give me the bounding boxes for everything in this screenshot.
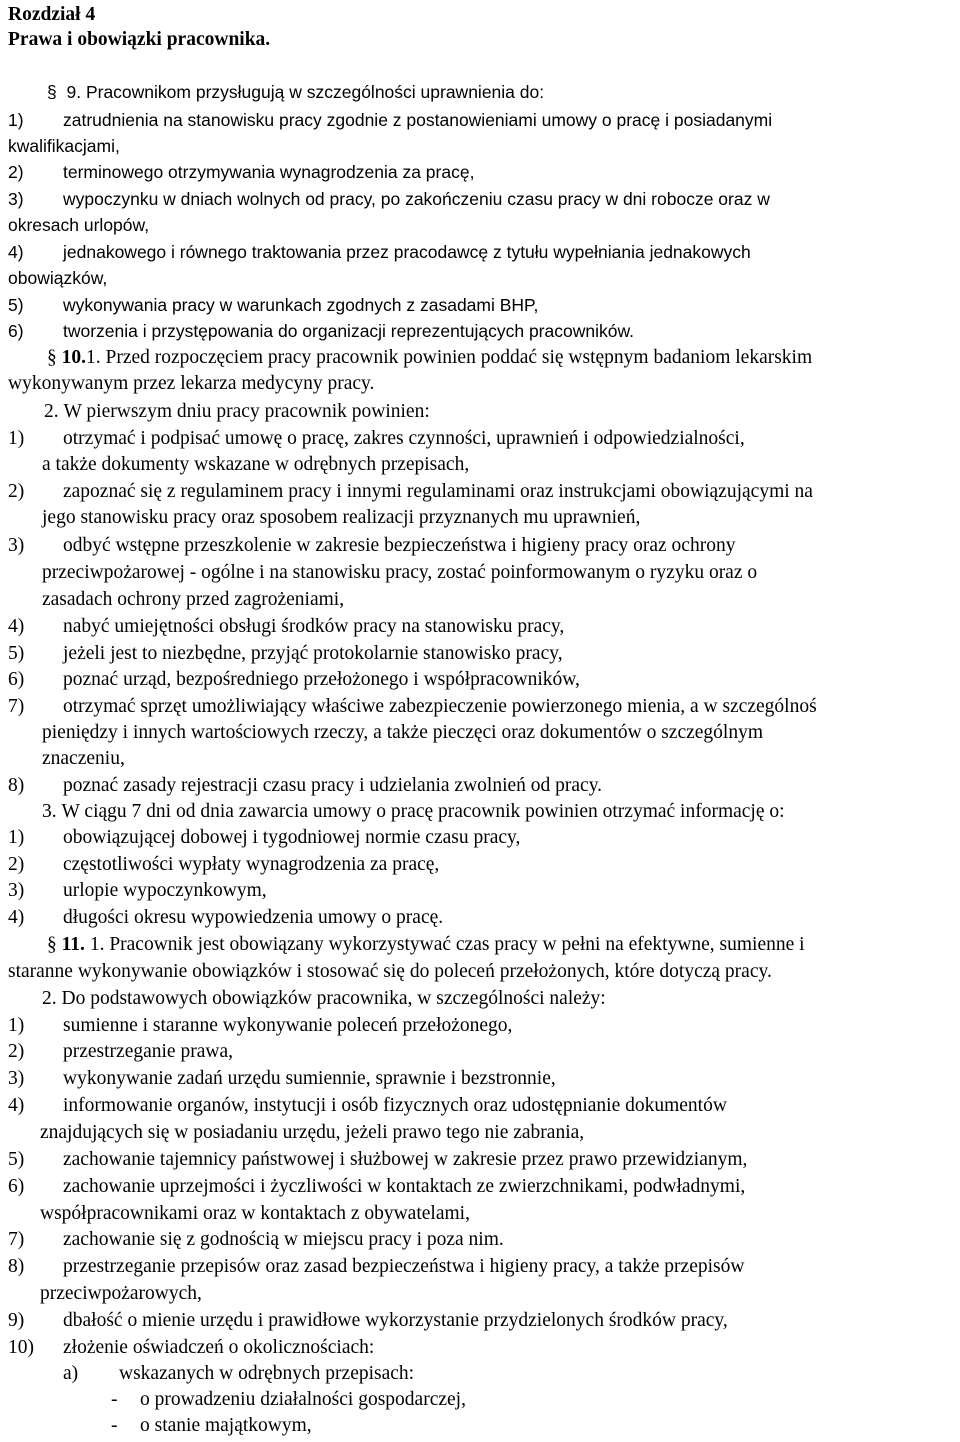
section-10-heading [47,346,812,370]
paragraph-intro [44,400,430,424]
paragraph-number: 3. [42,801,57,822]
section-sign: § [47,82,57,102]
list-number: 4) [8,907,25,928]
list-number: 2) [8,481,25,502]
list-item-text: pieniędzy i innych wartościowych rzeczy, a także pieczęci oraz dokumentów o szczególnym [42,722,764,743]
list-number: 4) [8,242,24,262]
paragraph-text: W pierwszym dniu pracy pracownik powinien: [63,401,430,422]
section-11-heading [47,933,805,957]
list-number: 4) [8,616,25,637]
list-item-text: zatrudnienia na stanowisku pracy zgodnie z postanowieniami umowy o pracę i posiadanymi [63,110,773,130]
list-number: 3) [8,1068,25,1089]
list-number: 5) [8,1149,25,1170]
list-item-text: przeciwpożarowej - ogólne i na stanowisku pracy, zostać poinformowanym o ryzyku oraz o [42,562,758,583]
list-item-text: informowanie organów, instytucji i osób fizycznych oraz udostępnianie dokumentów [63,1095,727,1116]
list-item-text: jednakowego i równego traktowania przez pracodawcę z tytułu wypełniania jednakowych [63,242,751,262]
chapter-title: Prawa i obowiązki pracownika. [8,29,271,50]
list-number: 6) [8,669,25,690]
list-number: 4) [8,1095,25,1116]
list-item-text: wypoczynku w dniach wolnych od pracy, po zakończeniu czasu pracy w dni robocze oraz w [63,189,770,209]
list-number: 6) [8,321,24,341]
list-item-text: jego stanowisku pracy oraz sposobem realizacji przyznanych mu uprawnień, [42,507,641,528]
list-item-text: otrzymać i podpisać umowę o pracę, zakres czynności, uprawnień i odpowiedzialności, [63,428,745,449]
dash-bullet: - [111,1415,118,1436]
list-item-text: okresach urlopów, [8,215,150,235]
paragraph-text: wykonywanym przez lekarza medycyny pracy. [8,373,375,394]
list-number: 1) [8,428,25,449]
list-item-text: sumienne i staranne wykonywanie poleceń przełożonego, [63,1015,513,1036]
list-number: 1) [8,1015,25,1036]
paragraph-intro [42,800,785,824]
section-number: 9. [66,82,82,102]
chapter-number: Rozdział 4 [8,4,96,25]
list-item-text: poznać urząd, bezpośredniego przełożonego i współpracowników, [63,669,580,690]
paragraph-text: Przed rozpoczęciem pracy pracownik powinien poddać się wstępnym badaniom lekarskim [105,347,813,368]
list-number: 8) [8,1256,25,1277]
list-item-text: urlopie wypoczynkowym, [63,880,267,901]
list-item-text: wykonywania pracy w warunkach zgodnych z zasadami BHP, [63,295,539,315]
list-number: 2) [8,1041,25,1062]
list-item-text: przestrzeganie przepisów oraz zasad bezpieczeństwa i higieny pracy, a także przepisów [63,1256,745,1277]
list-item-text: współpracownikami oraz w kontaktach z obywatelami, [40,1203,470,1224]
list-item-text: przeciwpożarowych, [40,1283,202,1304]
list-item-text: kwalifikacjami, [8,136,120,156]
list-number: 3) [8,880,25,901]
sublist-letter: a) [63,1363,79,1384]
list-item-text: obowiązków, [8,268,108,288]
paragraph-text: Pracownik jest obowiązany wykorzystywać czas pracy w pełni na efektywne, sumienne i [109,934,805,955]
list-item-text: odbyć wstępne przeszkolenie w zakresie bezpieczeństwa i higieny pracy oraz ochrony [63,535,736,556]
list-number: 2) [8,854,25,875]
dash-item-text: o stanie majątkowym, [140,1415,312,1436]
list-item-text: wykonywanie zadań urzędu sumiennie, sprawnie i bezstronnie, [63,1068,556,1089]
paragraph-number: 1. [89,934,105,955]
paragraph-text: W ciągu 7 dni od dnia zawarcia umowy o pracę pracownik powinien otrzymać informację o: [61,801,785,822]
list-item-text: zachowanie uprzejmości i życzliwości w kontaktach ze zwierzchnikami, podwładnymi, [63,1176,746,1197]
list-item-text: tworzenia i przystępowania do organizacji reprezentujących pracowników. [63,321,634,341]
sublist-item-text: wskazanych w odrębnych przepisach: [119,1363,415,1384]
section-9-heading [47,80,544,104]
list-item-text: długości okresu wypowiedzenia umowy o pracę. [63,907,444,928]
list-item-text: obowiązującej dobowej i tygodniowej normie czasu pracy, [63,827,521,848]
list-number: 3) [8,535,25,556]
list-item-text: nabyć umiejętności obsługi środków pracy na stanowisku pracy, [63,616,565,637]
paragraph-text: Do podstawowych obowiązków pracownika, w szczególności należy: [61,988,606,1009]
list-number: 1) [8,827,25,848]
list-number: 8) [8,775,25,796]
list-number: 1) [8,110,24,130]
list-item-text: zachowanie tajemnicy państwowej i służbowej w zakresie przez prawo przewidzianym, [63,1149,748,1170]
section-number: 11. [61,934,85,955]
list-item-text: poznać zasady rejestracji czasu pracy i udzielania zwolnień od pracy. [63,775,603,796]
list-number: 5) [8,295,24,315]
list-item-text: jeżeli jest to niezbędne, przyjąć protokolarnie stanowisko pracy, [63,643,563,664]
list-item-text: złożenie oświadczeń o okolicznościach: [63,1337,375,1358]
section-number: 10. [61,347,86,368]
list-item-text: zasadach ochrony przed zagrożeniami, [42,589,345,610]
paragraph-number: 1. [86,347,101,368]
list-number: 9) [8,1310,25,1331]
list-item-text: a także dokumenty wskazane w odrębnych przepisach, [42,454,470,475]
list-item-text: terminowego otrzymywania wynagrodzenia za pracę, [63,162,475,182]
list-number: 7) [8,1229,25,1250]
list-item-text: zachowanie się z godnością w miejscu pracy i poza nim. [63,1229,504,1250]
list-item-text: otrzymać sprzęt umożliwiający właściwe zabezpieczenie powierzonego mienia, a w szczególnoś [63,696,817,717]
list-item-text: dbałość o mienie urzędu i prawidłowe wykorzystanie przydzielonych środków pracy, [63,1310,728,1331]
paragraph-number: 2. [42,988,57,1009]
list-item-text: przestrzeganie prawa, [63,1041,233,1062]
list-item-text: znajdujących się w posiadaniu urzędu, jeżeli prawo tego nie zabrania, [40,1122,585,1143]
section-intro: Pracownikom przysługują w szczególności uprawnienia do: [85,82,545,102]
dash-bullet: - [111,1389,118,1410]
list-number: 5) [8,643,25,664]
paragraph-number: 2. [44,401,59,422]
paragraph-intro [42,987,606,1011]
list-item-text: zapoznać się z regulaminem pracy i innymi regulaminami oraz instrukcjami obowiązującymi na [63,481,813,502]
list-number: 3) [8,189,24,209]
paragraph-text: staranne wykonywanie obowiązków i stosować się do poleceń przełożonych, które dotyczą pracy. [8,961,772,982]
list-number: 10) [8,1337,34,1358]
dash-item-text: o prowadzeniu działalności gospodarczej, [140,1389,466,1410]
list-item-text: częstotliwości wypłaty wynagrodzenia za pracę, [63,854,440,875]
section-sign: § [47,934,57,955]
list-item-text: znaczeniu, [42,748,125,769]
list-number: 6) [8,1176,25,1197]
list-number: 2) [8,162,24,182]
list-number: 7) [8,696,25,717]
section-sign: § [47,347,57,368]
